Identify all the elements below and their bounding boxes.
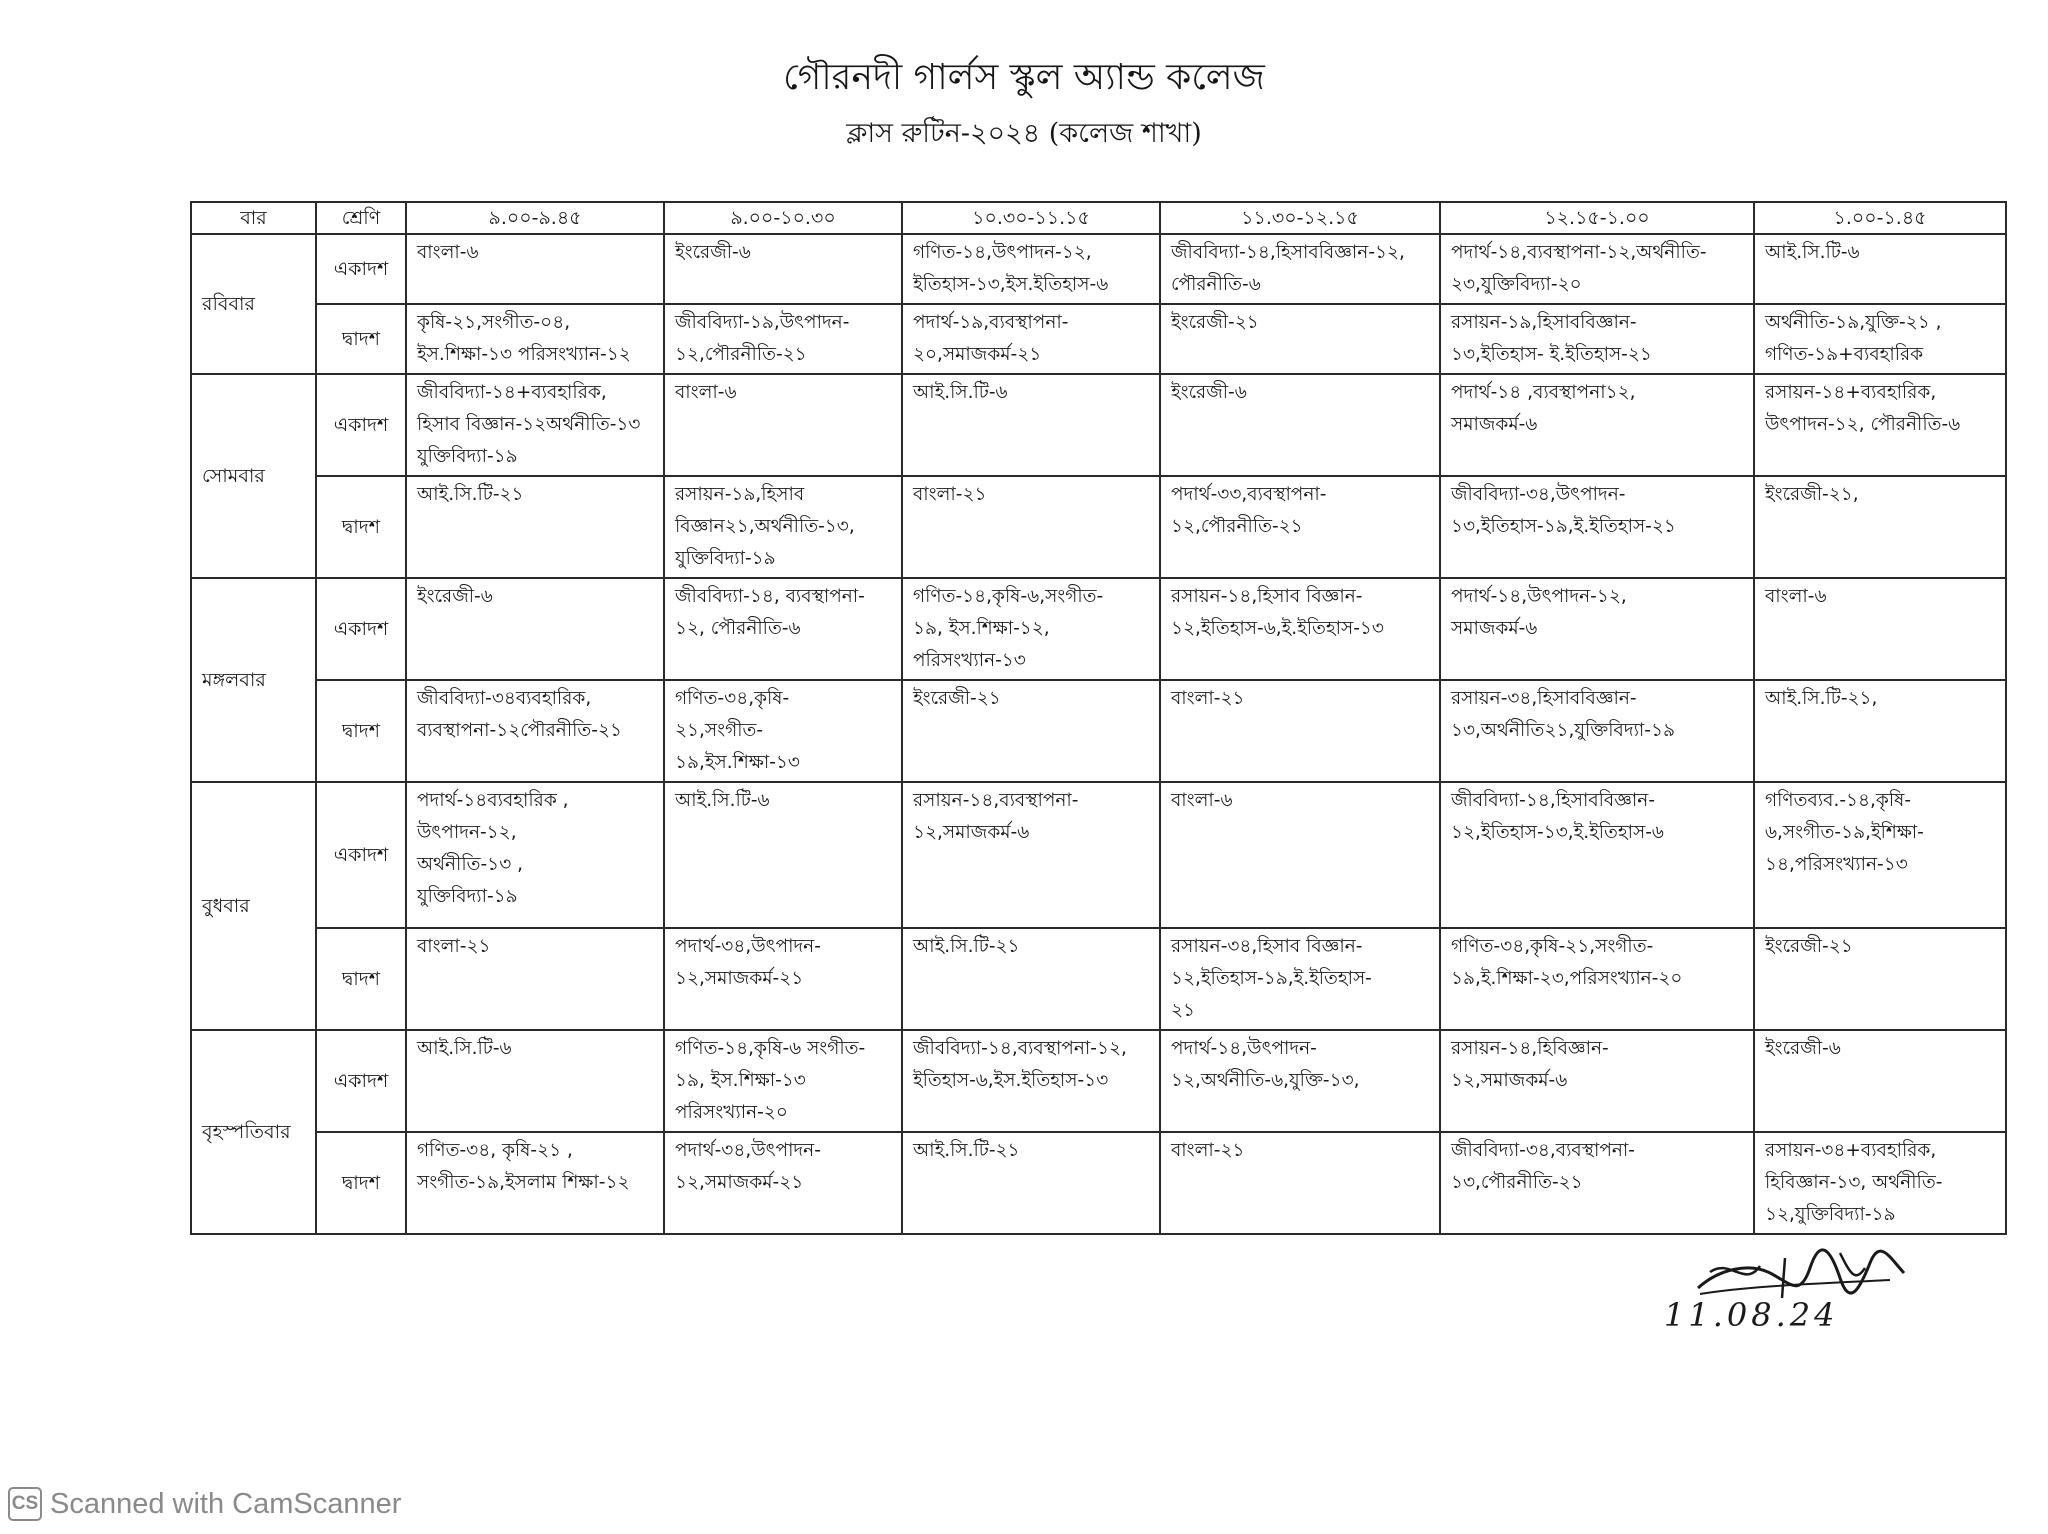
period-cell: জীববিদ্যা-১৪,হিসাববিজ্ঞান- ১২,ইতিহাস-১৩,ই.ইতিহাস-৬ bbox=[1440, 782, 1754, 928]
period-cell: গণিত-৩৪,কৃষি- ২১,সংগীত- ১৯,ইস.শিক্ষা-১৩ bbox=[664, 680, 902, 782]
period-cell: রসায়ন-১৯,হিসাববিজ্ঞান- ১৩,ইতিহাস- ই.ইতিহাস-২১ bbox=[1440, 304, 1754, 374]
day-cell: সোমবার bbox=[191, 374, 316, 578]
period-cell: ইংরেজী-৬ bbox=[406, 578, 664, 680]
period-cell: বাংলা-২১ bbox=[1160, 1132, 1440, 1234]
period-cell: বাংলা-৬ bbox=[1160, 782, 1440, 928]
period-cell: আই.সি.টি-৬ bbox=[902, 374, 1160, 476]
table-row bbox=[191, 304, 2006, 374]
period-cell: আই.সি.টি-৬ bbox=[664, 782, 902, 928]
period-cell: আই.সি.টি-২১ bbox=[902, 928, 1160, 1030]
table-row bbox=[191, 374, 2006, 476]
class-cell: একাদশ bbox=[316, 374, 406, 476]
period-cell: গণিত-১৪,কৃষি-৬,সংগীত- ১৯, ইস.শিক্ষা-১২, পরিসংখ্যান-১৩ bbox=[902, 578, 1160, 680]
col-header-day: বার bbox=[191, 202, 316, 234]
day-cell: রবিবার bbox=[191, 234, 316, 374]
period-cell: গণিত-৩৪, কৃষি-২১ , সংগীত-১৯,ইসলাম শিক্ষা-১২ bbox=[406, 1132, 664, 1234]
period-cell: ইংরেজী-৬ bbox=[664, 234, 902, 304]
table-header-row bbox=[191, 202, 2006, 234]
institution-title: গৌরনদী গার্লস স্কুল অ্যান্ড কলেজ bbox=[783, 57, 1265, 98]
period-cell: বাংলা-৬ bbox=[664, 374, 902, 476]
period-cell: রসায়ন-১৪,হিসাব বিজ্ঞান- ১২,ইতিহাস-৬,ই.ইতিহাস-১৩ bbox=[1160, 578, 1440, 680]
period-cell: পদার্থ-৩৪,উৎপাদন- ১২,সমাজকর্ম-২১ bbox=[664, 928, 902, 1030]
camscanner-watermark bbox=[8, 1484, 401, 1524]
col-header-period-4: ১১.৩০-১২.১৫ bbox=[1160, 202, 1440, 234]
period-cell: রসায়ন-৩৪,হিসাববিজ্ঞান- ১৩,অর্থনীতি২১,যুক্তিবিদ্যা-১৯ bbox=[1440, 680, 1754, 782]
period-cell: বাংলা-৬ bbox=[406, 234, 664, 304]
class-cell: দ্বাদশ bbox=[316, 928, 406, 1030]
table-row bbox=[191, 234, 2006, 304]
period-cell: জীববিদ্যা-১৪,হিসাববিজ্ঞান-১২, পৌরনীতি-৬ bbox=[1160, 234, 1440, 304]
class-cell: একাদশ bbox=[316, 578, 406, 680]
col-header-period-1: ৯.০০-৯.৪৫ bbox=[406, 202, 664, 234]
class-cell: দ্বাদশ bbox=[316, 1132, 406, 1234]
table-row bbox=[191, 680, 2006, 782]
period-cell: রসায়ন-১৪,হিবিজ্ঞান- ১২,সমাজকর্ম-৬ bbox=[1440, 1030, 1754, 1132]
period-cell: কৃষি-২১,সংগীত-০৪, ইস.শিক্ষা-১৩ পরিসংখ্যান-১২ bbox=[406, 304, 664, 374]
period-cell: আই.সি.টি-৬ bbox=[406, 1030, 664, 1132]
period-cell: রসায়ন-১৪,ব্যবস্থাপনা- ১২,সমাজকর্ম-৬ bbox=[902, 782, 1160, 928]
day-cell: বুধবার bbox=[191, 782, 316, 1030]
period-cell: জীববিদ্যা-৩৪ব্যবহারিক, ব্যবস্থাপনা-১২পৌরনীতি-২১ bbox=[406, 680, 664, 782]
period-cell: বাংলা-২১ bbox=[902, 476, 1160, 578]
period-cell: বাংলা-২১ bbox=[1160, 680, 1440, 782]
period-cell: ইংরেজী-৬ bbox=[1754, 1030, 2006, 1132]
period-cell: গণিত-১৪,কৃষি-৬ সংগীত- ১৯, ইস.শিক্ষা-১৩ পরিসংখ্যান-২০ bbox=[664, 1030, 902, 1132]
table-row bbox=[191, 928, 2006, 1030]
day-cell: মঙ্গলবার bbox=[191, 578, 316, 782]
class-cell: দ্বাদশ bbox=[316, 304, 406, 374]
period-cell: পদার্থ-১৪ব্যবহারিক , উৎপাদন-১২, অর্থনীতি-১৩ , যুক্তিবিদ্যা-১৯ bbox=[406, 782, 664, 928]
period-cell: ইংরেজী-২১ bbox=[1160, 304, 1440, 374]
table-row bbox=[191, 1132, 2006, 1234]
period-cell: ইংরেজী-৬ bbox=[1160, 374, 1440, 476]
period-cell: পদার্থ-১৪,উৎপাদন- ১২,অর্থনীতি-৬,যুক্তি-১৩, bbox=[1160, 1030, 1440, 1132]
period-cell: জীববিদ্যা-১৪+ব্যবহারিক, হিসাব বিজ্ঞান-১২অর্থনীতি-১৩ যুক্তিবিদ্যা-১৯ bbox=[406, 374, 664, 476]
period-cell: পদার্থ-১৪,ব্যবস্থাপনা-১২,অর্থনীতি- ২৩,যুক্তিবিদ্যা-২০ bbox=[1440, 234, 1754, 304]
table-row bbox=[191, 578, 2006, 680]
period-cell: আই.সি.টি-৬ bbox=[1754, 234, 2006, 304]
class-cell: একাদশ bbox=[316, 782, 406, 928]
routine-subtitle: ক্লাস রুটিন-২০২৪ (কলেজ শাখা) bbox=[846, 118, 1202, 149]
period-cell: বাংলা-২১ bbox=[406, 928, 664, 1030]
period-cell: অর্থনীতি-১৯,যুক্তি-২১ , গণিত-১৯+ব্যবহারিক bbox=[1754, 304, 2006, 374]
period-cell: পদার্থ-৩৩,ব্যবস্থাপনা- ১২,পৌরনীতি-২১ bbox=[1160, 476, 1440, 578]
period-cell: পদার্থ-৩৪,উৎপাদন- ১২,সমাজকর্ম-২১ bbox=[664, 1132, 902, 1234]
camscanner-icon: CS bbox=[8, 1487, 42, 1521]
period-cell: রসায়ন-১৯,হিসাব বিজ্ঞান২১,অর্থনীতি-১৩, যুক্তিবিদ্যা-১৯ bbox=[664, 476, 902, 578]
period-cell: আই.সি.টি-২১, bbox=[1754, 680, 2006, 782]
period-cell: গণিতব্যব.-১৪,কৃষি- ৬,সংগীত-১৯,ইশিক্ষা- ১৪,পরিসংখ্যান-১৩ bbox=[1754, 782, 2006, 928]
table-row bbox=[191, 476, 2006, 578]
period-cell: জীববিদ্যা-৩৪,উৎপাদন- ১৩,ইতিহাস-১৯,ই.ইতিহাস-২১ bbox=[1440, 476, 1754, 578]
period-cell: পদার্থ-১৪ ,ব্যবস্থাপনা১২, সমাজকর্ম-৬ bbox=[1440, 374, 1754, 476]
period-cell: পদার্থ-১৯,ব্যবস্থাপনা- ২০,সমাজকর্ম-২১ bbox=[902, 304, 1160, 374]
period-cell: রসায়ন-১৪+ব্যবহারিক, উৎপাদন-১২, পৌরনীতি-৬ bbox=[1754, 374, 2006, 476]
period-cell: জীববিদ্যা-৩৪,ব্যবস্থাপনা- ১৩,পৌরনীতি-২১ bbox=[1440, 1132, 1754, 1234]
col-header-period-5: ১২.১৫-১.০০ bbox=[1440, 202, 1754, 234]
period-cell: জীববিদ্যা-১৪,ব্যবস্থাপনা-১২, ইতিহাস-৬,ইস.ইতিহাস-১৩ bbox=[902, 1030, 1160, 1132]
col-header-period-2: ৯.০০-১০.৩০ bbox=[664, 202, 902, 234]
watermark-text: Scanned with CamScanner bbox=[50, 1487, 402, 1520]
period-cell: ইংরেজী-২১ bbox=[1754, 928, 2006, 1030]
period-cell: জীববিদ্যা-১৯,উৎপাদন- ১২,পৌরনীতি-২১ bbox=[664, 304, 902, 374]
period-cell: আই.সি.টি-২১ bbox=[406, 476, 664, 578]
period-cell: রসায়ন-৩৪+ব্যবহারিক, হিবিজ্ঞান-১৩, অর্থনীতি- ১২,যুক্তিবিদ্যা-১৯ bbox=[1754, 1132, 2006, 1234]
col-header-class: শ্রেণি bbox=[316, 202, 406, 234]
table-row bbox=[191, 1030, 2006, 1132]
class-cell: দ্বাদশ bbox=[316, 476, 406, 578]
class-routine-table bbox=[190, 201, 2007, 1235]
col-header-period-6: ১.০০-১.৪৫ bbox=[1754, 202, 2006, 234]
signature-date: 11.08.24 bbox=[1664, 1296, 1839, 1334]
period-cell: বাংলা-৬ bbox=[1754, 578, 2006, 680]
period-cell: জীববিদ্যা-১৪, ব্যবস্থাপনা- ১২, পৌরনীতি-৬ bbox=[664, 578, 902, 680]
period-cell: গণিত-৩৪,কৃষি-২১,সংগীত- ১৯,ই.শিক্ষা-২৩,পরিসংখ্যান-২০ bbox=[1440, 928, 1754, 1030]
period-cell: ইংরেজী-২১ bbox=[902, 680, 1160, 782]
day-cell: বৃহস্পতিবার bbox=[191, 1030, 316, 1234]
period-cell: গণিত-১৪,উৎপাদন-১২, ইতিহাস-১৩,ইস.ইতিহাস-৬ bbox=[902, 234, 1160, 304]
class-cell: দ্বাদশ bbox=[316, 680, 406, 782]
col-header-period-3: ১০.৩০-১১.১৫ bbox=[902, 202, 1160, 234]
period-cell: ইংরেজী-২১, bbox=[1754, 476, 2006, 578]
period-cell: রসায়ন-৩৪,হিসাব বিজ্ঞান- ১২,ইতিহাস-১৯,ই.ইতিহাস- ২১ bbox=[1160, 928, 1440, 1030]
period-cell: আই.সি.টি-২১ bbox=[902, 1132, 1160, 1234]
class-cell: একাদশ bbox=[316, 234, 406, 304]
table-row bbox=[191, 782, 2006, 928]
class-cell: একাদশ bbox=[316, 1030, 406, 1132]
period-cell: পদার্থ-১৪,উৎপাদন-১২, সমাজকর্ম-৬ bbox=[1440, 578, 1754, 680]
